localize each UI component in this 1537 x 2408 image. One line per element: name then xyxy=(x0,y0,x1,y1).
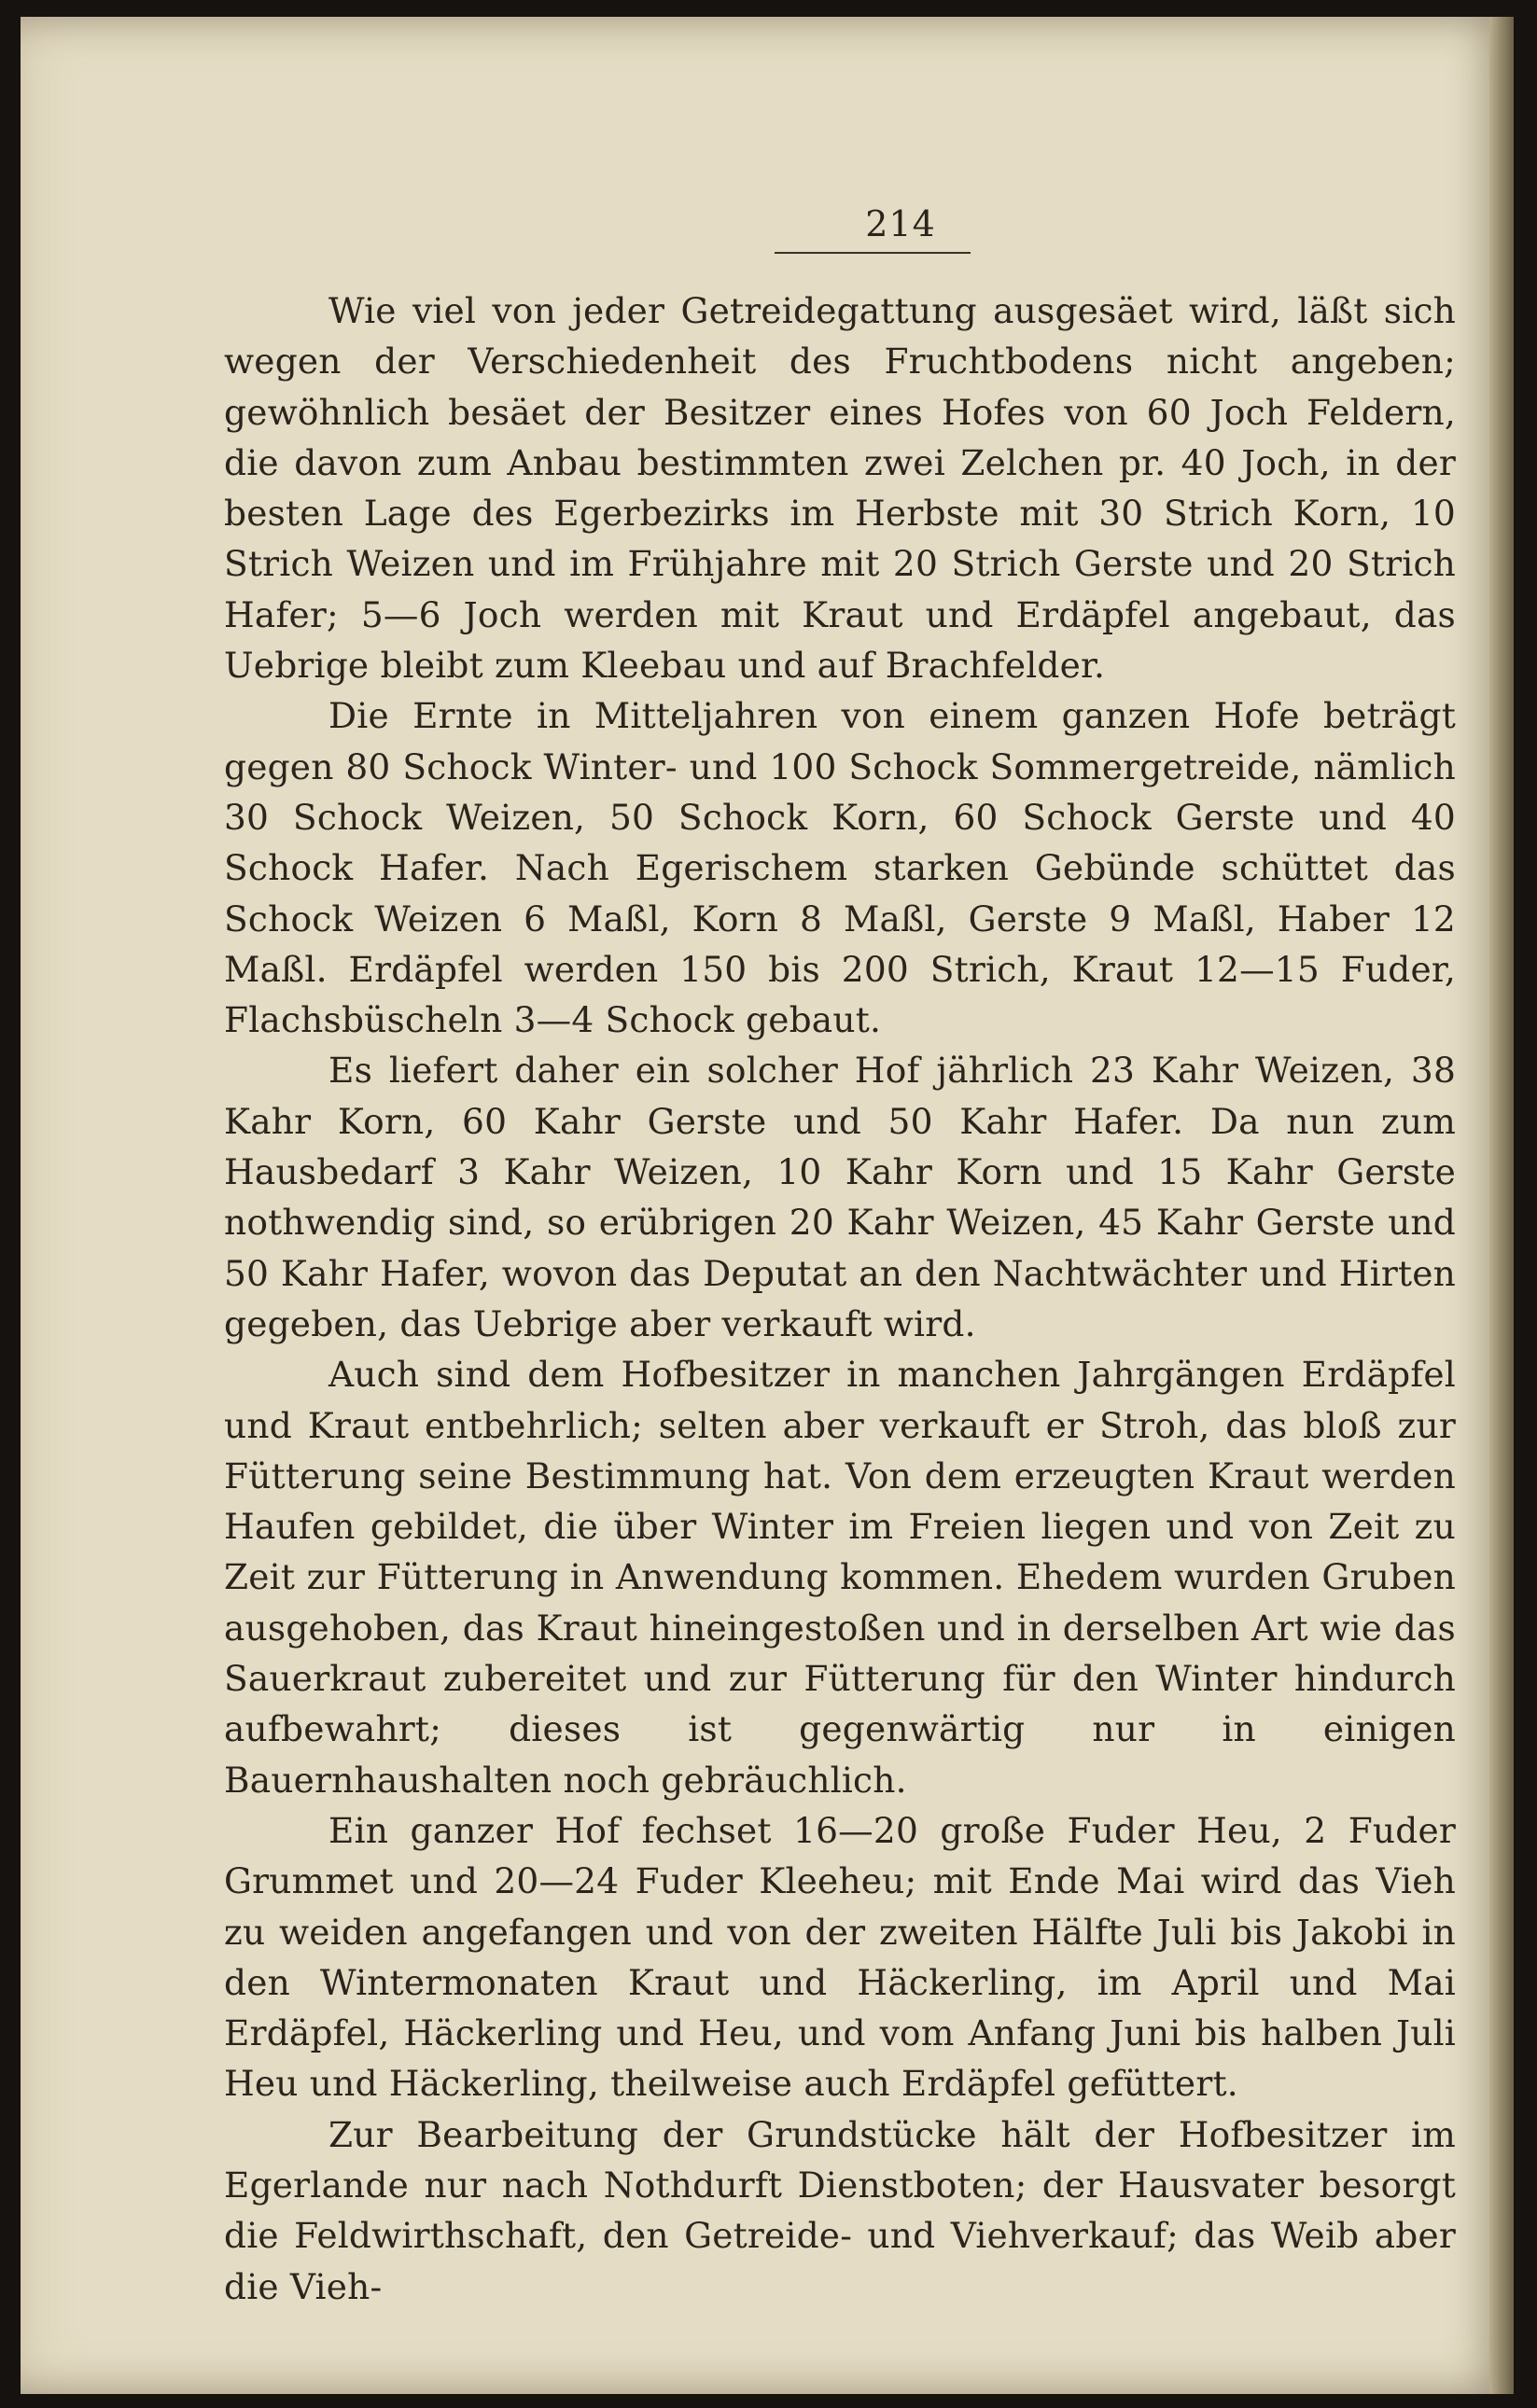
paragraph-5: Ein ganzer Hof fechset 16—20 große Fuder Heu, 2 Fuder Grummet und 20—24 Fuder Kleeheu; mit Ende Mai wird das Vieh zu weiden angefangen und von der zweiten Hälfte Juli bis Jakobi in den Wintermonaten Kraut und Häckerling, im April und Mai Erdäpfel, Häckerling und Heu, und vom Anfang Juni bis halben Juli Heu und Häckerling, theilweise auch Erdäpfel gefüttert. xyxy=(224,1809,1456,2105)
page-content xyxy=(224,203,1456,2312)
paragraph-4: Auch sind dem Hofbesitzer in manchen Jahrgängen Erdäpfel und Kraut entbehrlich; selten aber verkauft er Stroh, das bloß zur Fütterung seine Bestimmung hat. Von dem erzeugten Kraut werden Haufen gebildet, die über Winter im Freien liegen und von Zeit zu Zeit zur Fütterung in Anwendung kommen. Ehedem wurden Gruben ausgehoben, das Kraut hineingestoßen und in derselben Art wie das Sauerkraut zubereitet und zur Fütterung für den Winter hindurch aufbewahrt; dieses ist gegenwärtig nur in einigen Bauernhaushalten noch gebräuchlich. xyxy=(224,1354,1456,1801)
page-number: 214 xyxy=(865,203,936,244)
paragraph-2: Die Ernte in Mitteljahren von einem ganzen Hofe beträgt gegen 80 Schock Winter- und 100 Schock Sommergetreide, nämlich 30 Schock Weizen, 50 Schock Korn, 60 Schock Gerste und 40 Schock Hafer. Nach Egerischem starken Gebünde schüttet das Schock Weizen 6 Maßl, Korn 8 Maßl, Gerste 9 Maßl, Haber 12 Maßl. Erdäpfel werden 150 bis 200 Strich, Kraut 12—15 Fuder, Flachsbüscheln 3—4 Schock gebaut. xyxy=(224,695,1456,1041)
paragraph-3: Es liefert daher ein solcher Hof jährlich 23 Kahr Weizen, 38 Kahr Korn, 60 Kahr Gerste und 50 Kahr Hafer. Da nun zum Hausbedarf 3 Kahr Weizen, 10 Kahr Korn und 15 Kahr Gerste nothwendig sind, so erübrigen 20 Kahr Weizen, 45 Kahr Gerste und 50 Kahr Hafer, wovon das Deputat an den Nachtwächter und Hirten gegeben, das Uebrige aber verkauft wird. xyxy=(224,1050,1456,1344)
paragraph-6: Zur Bearbeitung der Grundstücke hält der Hofbesitzer im Egerlande nur nach Nothdurft Dienstboten; der Hausvater besorgt die Feldwirthschaft, den Getreide- und Viehverkauf; das Weib aber die Vieh- xyxy=(224,2113,1456,2307)
header-rule xyxy=(775,252,971,254)
paragraph-1: Wie viel von jeder Getreidegattung ausgesäet wird, läßt sich wegen der Verschiedenheit des Fruchtbodens nicht angeben; gewöhnlich besäet der Besitzer eines Hofes von 60 Joch Feldern, die davon zum Anbau bestimmten zwei Zelchen pr. 40 Joch, in der besten Lage des Egerbezirks im Herbste mit 30 Strich Korn, 10 Strich Weizen und im Frühjahre mit 20 Strich Gerste und 20 Strich Hafer; 5—6 Joch werden mit Kraut und Erdäpfel angebaut, das Uebrige bleibt zum Kleebau und auf Brachfelder. xyxy=(224,290,1456,687)
book-page xyxy=(21,17,1514,2394)
page-spine-shadow xyxy=(1489,17,1514,2394)
